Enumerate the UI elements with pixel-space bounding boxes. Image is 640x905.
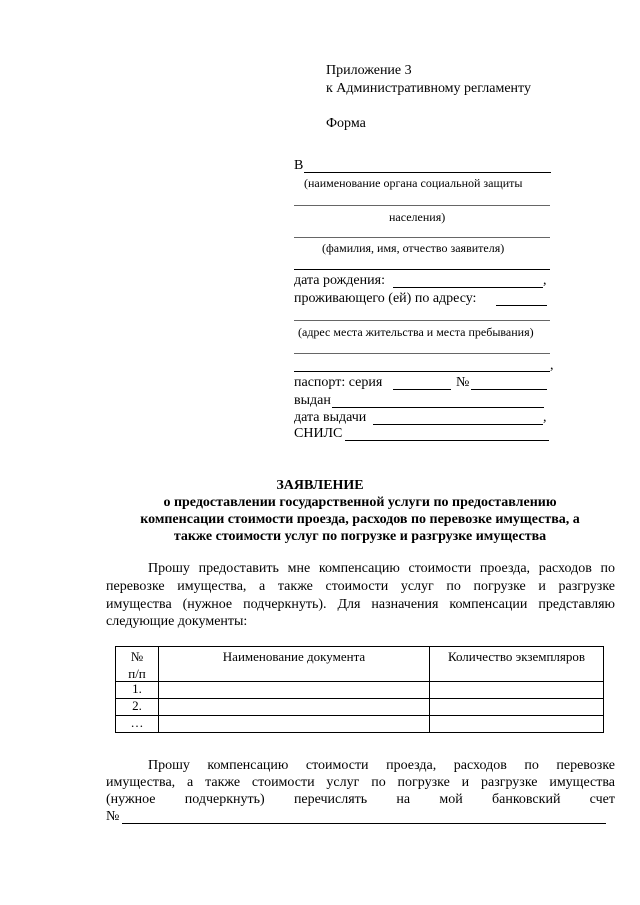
table-row [116, 716, 604, 733]
organ-caption-2: населения) [389, 210, 446, 224]
col-header-num-2: п/п [128, 666, 146, 681]
passport-number-sign: № [456, 375, 470, 390]
issued-by-field[interactable] [332, 407, 544, 408]
row-number: 1. [116, 682, 159, 699]
row-number: 2. [116, 699, 159, 716]
paragraph2-line4: № [106, 809, 120, 824]
birth-label: дата рождения: [294, 273, 385, 288]
appendix-label: Приложение 3 [326, 63, 412, 78]
issue-date-field[interactable] [373, 424, 543, 425]
fio-caption: (фамилия, имя, отчество заявителя) [322, 241, 505, 255]
statement-subtitle-3: также стоимости услуг по погрузке и разгрузке имущества [173, 529, 547, 544]
col-header-num [116, 647, 159, 682]
statement-subtitle-1: о предоставлении государственной услуги по предоставлению [163, 495, 557, 510]
issue-date-comma: , [543, 410, 547, 425]
col-header-count-label: Количество экземпляров [447, 649, 586, 664]
row-count-cell[interactable] [430, 716, 604, 733]
paragraph2-line1: Прошу компенсацию стоимости проезда, расходов по перевозке [148, 758, 615, 773]
residing-label: проживающего (ей) по адресу: [294, 291, 477, 306]
row-count-cell[interactable] [430, 699, 604, 716]
issue-date-label: дата выдачи [294, 410, 367, 425]
to-prefix: В [294, 158, 304, 173]
statement-subtitle-2: компенсации стоимости проезда, расходов по перевозке имущества, а [140, 512, 580, 527]
table-row [116, 682, 604, 699]
form-label: Форма [326, 116, 366, 131]
birth-comma: , [543, 273, 547, 288]
col-header-num-1: № [130, 649, 144, 664]
address-comma: , [550, 358, 554, 373]
passport-label: паспорт: серия [294, 375, 383, 390]
snils-label: СНИЛС [294, 426, 343, 441]
bank-account-field[interactable] [122, 823, 606, 824]
paragraph1-line2: перевозке имущества, а также стоимости услуг по погрузке и разгрузке [106, 579, 615, 594]
table-row [116, 699, 604, 716]
snils-field[interactable] [345, 440, 549, 441]
documents-table [115, 646, 604, 733]
row-doc-name-cell[interactable] [159, 699, 430, 716]
paragraph1-line3: имущества (нужное подчеркнуть). Для назначения компенсации представляю [106, 597, 615, 612]
col-header-name [159, 647, 430, 682]
regulation-label: к Административному регламенту [326, 81, 531, 96]
paragraph1-line1: Прошу предоставить мне компенсацию стоимости проезда, расходов по [148, 561, 615, 576]
address-field-line-3[interactable] [294, 371, 550, 372]
organ-field-line-2[interactable] [294, 205, 550, 206]
statement-title: ЗАЯВЛЕНИЕ [276, 478, 364, 493]
address-field-line[interactable] [294, 320, 550, 321]
row-count-cell[interactable] [430, 682, 604, 699]
row-doc-name-cell[interactable] [159, 716, 430, 733]
col-header-count [430, 647, 604, 682]
fio-field-line-2[interactable] [294, 269, 550, 270]
organ-field-line[interactable] [304, 172, 551, 173]
birth-date-field[interactable] [393, 287, 543, 288]
organ-caption-1: (наименование органа социальной защиты [304, 176, 523, 190]
paragraph1-line4: следующие документы: [106, 614, 248, 629]
address-caption: (адрес места жительства и места пребывания) [298, 325, 534, 339]
issued-label: выдан [294, 393, 331, 408]
col-header-name-label: Наименование документа [222, 649, 366, 664]
row-number: … [116, 716, 159, 733]
paragraph2-line2: имущества, а также стоимости услуг по погрузке и разгрузке имущества [106, 775, 615, 790]
address-field-line-2[interactable] [294, 353, 550, 354]
passport-number-field[interactable] [471, 389, 547, 390]
row-doc-name-cell[interactable] [159, 682, 430, 699]
fio-field-line[interactable] [294, 237, 550, 238]
address-field-start[interactable] [496, 305, 547, 306]
paragraph2-line3: (нужное подчеркнуть) перечислять на мой банковский счет [106, 792, 615, 807]
passport-series-field[interactable] [393, 389, 451, 390]
